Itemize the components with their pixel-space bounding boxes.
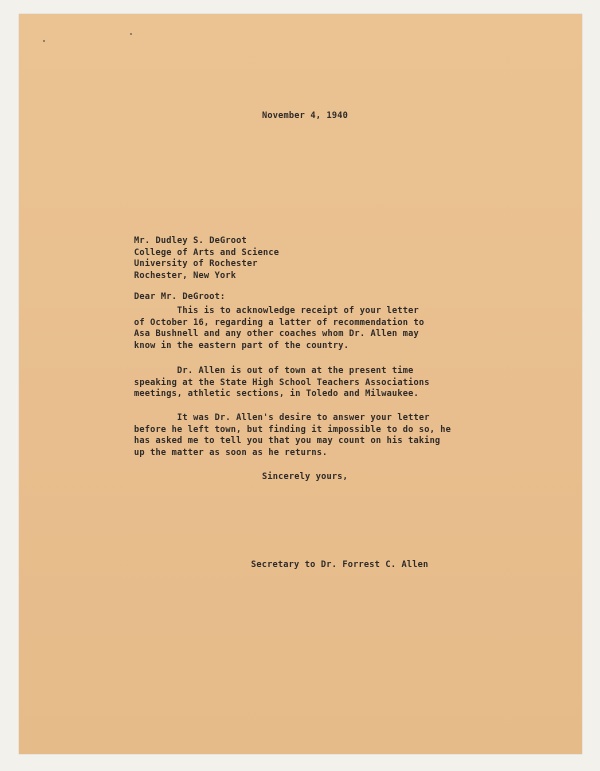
address-line: Mr. Dudley S. DeGroot — [134, 236, 247, 246]
signature-line: Secretary to Dr. Forrest C. Allen — [251, 560, 429, 570]
paragraph-line: Dr. Allen is out of town at the present time — [134, 366, 414, 376]
paragraph-line: up the matter as soon as he returns. — [134, 447, 328, 458]
recipient-address — [134, 236, 279, 282]
paragraph-line: of October 16, regarding a latter of recommendation to — [134, 317, 425, 328]
address-line: University of Rochester — [134, 259, 258, 269]
paragraph-line: This is to acknowledge receipt of your letter — [134, 306, 419, 316]
address-line: Rochester, New York — [134, 270, 237, 281]
body-paragraph-2 — [134, 366, 430, 401]
closing: Sincerely yours, — [262, 472, 348, 482]
paper-speck — [43, 40, 45, 42]
letter-date: November 4, 1940 — [262, 111, 348, 121]
paragraph-line: speaking at the State High School Teachers Associations — [134, 377, 430, 388]
paragraph-line: before he left town, but finding it impossible to do so, he — [134, 424, 452, 435]
paragraph-line: has asked me to tell you that you may count on his taking — [134, 436, 441, 446]
paragraph-line: It was Dr. Allen's desire to answer your letter — [134, 413, 430, 423]
salutation: Dear Mr. DeGroot: — [134, 292, 226, 302]
body-paragraph-3 — [134, 413, 451, 459]
address-line: College of Arts and Science — [134, 247, 280, 258]
body-paragraph-1 — [134, 306, 424, 352]
paragraph-line: Asa Bushnell and any other coaches whom Dr. Allen may — [134, 329, 419, 339]
paper-speck — [130, 33, 132, 35]
paragraph-line: know in the eastern part of the country. — [134, 340, 349, 351]
paragraph-line: meetings, athletic sections, in Toledo and Milwaukee. — [134, 389, 419, 399]
